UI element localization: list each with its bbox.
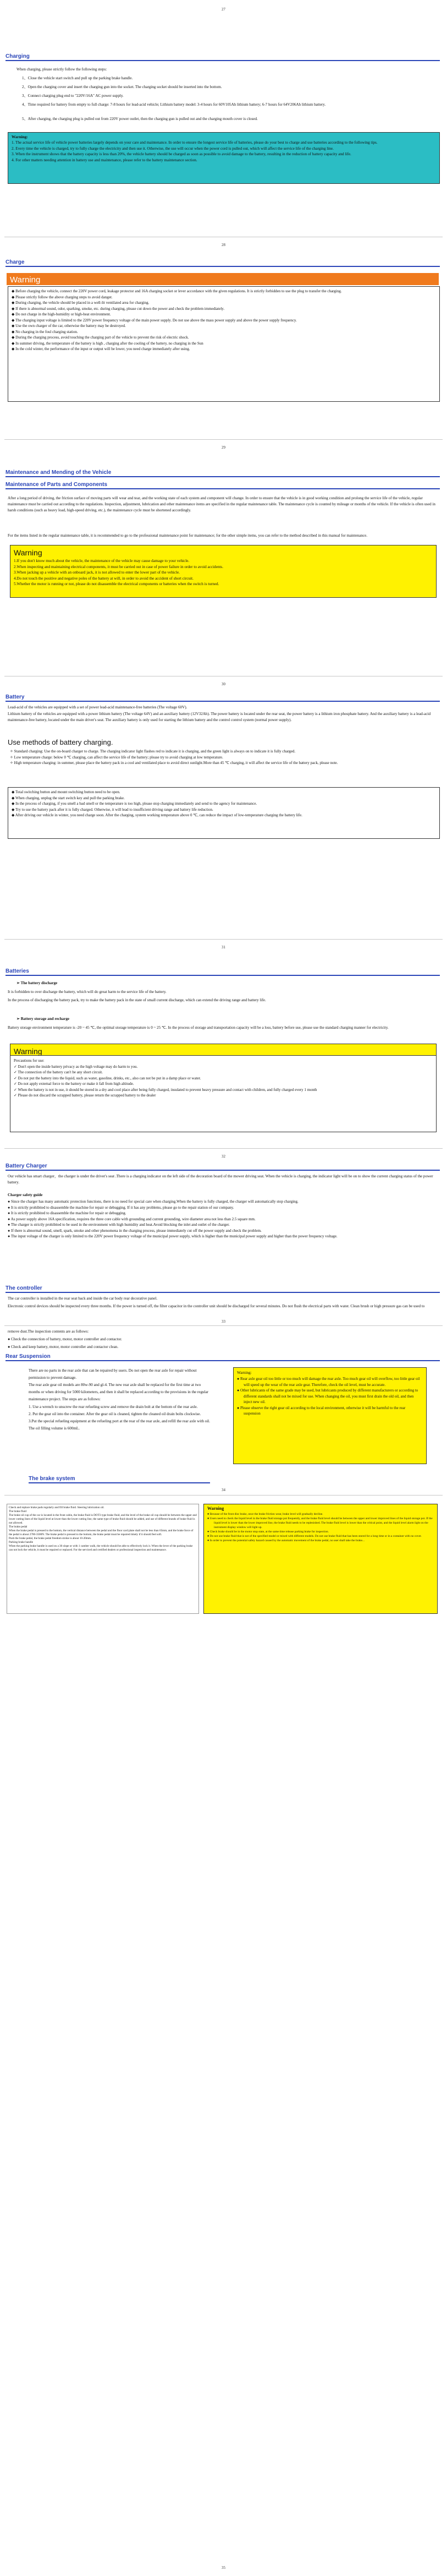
page-number: 29 bbox=[222, 445, 225, 450]
list-item: ● If there is abnormal sound, smell, spark, smoke and other phenomena in the charging process, please immediately cut off the power supply and check the problem. bbox=[8, 1228, 262, 1233]
arrow-icon: ➢ bbox=[16, 981, 21, 985]
bullet-icon: ● bbox=[207, 1512, 210, 1516]
title-underline bbox=[5, 266, 440, 267]
page-number: 32 bbox=[222, 1154, 225, 1159]
check-icon: ✓ bbox=[14, 1082, 18, 1086]
bullet-icon: ◆ bbox=[12, 801, 16, 806]
bullet-icon: ◆ bbox=[12, 289, 16, 293]
bullet-icon: ◆ bbox=[12, 301, 16, 305]
warning-title: Warning: bbox=[12, 135, 28, 139]
bullet-icon: ◆ bbox=[12, 790, 16, 794]
charging-warning-box bbox=[8, 132, 440, 184]
section-title-charger: Battery Charger bbox=[5, 1163, 47, 1169]
title-underline bbox=[5, 60, 440, 61]
section-title-rear-suspension: Rear Suspension bbox=[5, 1354, 51, 1360]
bullet-icon: ◆ bbox=[12, 306, 16, 311]
page-number: 33 bbox=[222, 1319, 225, 1324]
charging-step: 3、Connect charging plug end to "220V/16A" AC power supply. bbox=[22, 94, 124, 98]
bullet-icon: ◆ bbox=[12, 335, 16, 340]
bullet-icon: ◆ bbox=[12, 813, 15, 817]
list-item: ✧ Standard charging: Use the on-board charger to charge. The charging indicator light flashes red to indicate it is charging, and the green light is always on to indicate it is fully charged. bbox=[10, 749, 296, 754]
bullet-icon: ● bbox=[8, 1205, 11, 1210]
section-title-battery: Battery bbox=[5, 694, 25, 700]
list-item: ● Do not use brake fluid that is not of the specified model or mixed with different models. Do not use brake fluid that has been stored for a long time or in a container with no cover. bbox=[207, 1535, 422, 1538]
list-item: ● Check the connection of battery, motor, motor controller and contactor. bbox=[8, 1337, 122, 1341]
warning-line: 4.Do not touch the positive and negative poles of the battery at will, in order to avoid the accident of short circuit. bbox=[14, 576, 194, 581]
list-item: ● Other lubricants of the same grade may be used, but lubricants produced by different manufacturers or according to different standards shall not be mixed for use. When changing the oil, you must first drain the old oil, and then inject new oil. bbox=[237, 1388, 418, 1405]
list-item: ◆ Use the own charger of the car, otherwise the battery may be destroyed. bbox=[12, 324, 126, 328]
section-title-brake-system: The brake system bbox=[29, 1476, 75, 1482]
section-title-maintenance: Maintenance and Mending of the Vehicle bbox=[5, 470, 112, 476]
list-item: ✓ When the battery is not in use, it should be stored in a dry and cool place after being fully charged, insulated to prevent heavy pressure and contact with children, and fully charged every 1 month bbox=[14, 1087, 317, 1092]
charger-safety-heading: Charger safety guide bbox=[8, 1193, 43, 1197]
list-item: ● Because of the front disc brake, once the brake friction wear, brake level will gradually decline. bbox=[207, 1512, 323, 1516]
list-item: ◆ After driving our vehicle in winter, you need charge soon. After the charging, system working temperature above 0 ℃, can reduce the impact of low-temperature charging the battery life. bbox=[12, 813, 302, 817]
bullet-icon: ◆ bbox=[12, 329, 16, 334]
bullet-icon: ◆ bbox=[12, 341, 16, 346]
section-title-charge: Charge bbox=[5, 259, 25, 265]
batteries-paragraph: It is forbidden to over discharge the battery, which will do great harm to the service life of the battery. bbox=[8, 990, 167, 994]
title-underline bbox=[29, 1482, 210, 1483]
warning-title: Warning bbox=[207, 1506, 224, 1511]
brake-warning-list bbox=[207, 1512, 434, 1543]
list-item: ● It is strictly prohibited to disassemble the machine for repair or debugging. bbox=[8, 1211, 126, 1215]
bullet-icon: ◆ bbox=[12, 347, 16, 351]
warning-line: 1. The actual service life of vehicle power batteries largely depends on your care and maintenance. In order to ensure the longest service life of batteries, please do your best to charge and use batteries according to the following tips. bbox=[12, 140, 378, 145]
battery-discharge-heading: ➢ The battery discharge bbox=[16, 981, 58, 985]
page-divider bbox=[4, 1325, 443, 1326]
bullet-icon: ● bbox=[237, 1388, 240, 1393]
bullet-icon: ◆ bbox=[12, 324, 16, 328]
diamond-icon: ✧ bbox=[10, 755, 14, 760]
check-icon: ✓ bbox=[14, 1064, 18, 1069]
subsection-title-parts: Maintenance of Parts and Components bbox=[5, 482, 108, 488]
bullet-icon: ● bbox=[237, 1405, 240, 1410]
title-underline bbox=[5, 975, 440, 976]
bullet-icon: ◆ bbox=[12, 294, 16, 299]
list-item: ◆ During charging, the vehicle should be placed in a well-lit ventilated area for charging. bbox=[12, 301, 150, 305]
list-item: ● As power supply above 16A specification, requires the three core cable with grounding and current grounding, wire diameter area not less than 2.5 square mm. bbox=[8, 1216, 256, 1221]
rear-suspension-text: There are no parts in the rear axle that can be repaired by users. Do not open the rear axle for repair without permission to prevent damage. The rear axle gear oil models are 80w-90 and gl-4. The new rear axle shall be replaced for the first time at two months or when driving for 5000 kilometers, and then it shall be replaced according to the provisions in the regular maintenance project. The steps are as follows: 1. Use a wrench to unscrew the rear refueling screw and remove the drain bolt at the bottom of the rear axle. 2. Put the gear oil into the container. After the gear oil is cleaned, tighten the cleaned oil drain bolts clockwise. 3.Put the special refueling equipment at the refueling port at the rear of the rear axle, and refill the rear axle with oil. The oil filling volume is 600mL. bbox=[29, 1368, 210, 1431]
warning-line: 4. For other matters needing attention in battery use and maintenance, please refer to the battery maintenance section. bbox=[12, 157, 197, 162]
page-number: 28 bbox=[222, 243, 225, 247]
title-underline bbox=[5, 476, 440, 477]
charger-safety-list bbox=[8, 1199, 440, 1240]
bullet-icon: ● bbox=[8, 1222, 11, 1227]
batteries-paragraph: In the process of discharging the battery pack, try to make the battery pack in the state of small current discharge, which can extend the driving range and battery life. bbox=[8, 998, 266, 1002]
warning-title: Warning bbox=[14, 548, 42, 557]
title-underline bbox=[5, 1170, 440, 1171]
bullet-icon: ● bbox=[8, 1199, 11, 1204]
charging-intro: When charging, please strictly follow the following steps: bbox=[16, 67, 107, 72]
maintenance-warning-box bbox=[10, 545, 437, 598]
check-icon: ✓ bbox=[14, 1087, 18, 1092]
list-item: ◆ In summer driving, the temperature of the battery is high , charging after the cooling of the battery, no charging in the Sun bbox=[12, 341, 203, 346]
batteries-paragraph: Battery storage environment temperature is -20 ~ 45 ℃, the optimal storage temperature is 0 ~ 25 ℃. In the process of storage and transportation capacity will be a loss, battery before use, please use the standard charging manner for electricity. bbox=[8, 1025, 389, 1030]
list-item: ◆ Total switching button and mount switching button need to be open. bbox=[12, 790, 120, 794]
charging-step: 2、Open the charging cover and insert the charging gun into the socket. The charging socket should be inserted into the bottom. bbox=[22, 85, 222, 89]
list-item: ● Since the charger has many automatic protection functions, there is no need for special care when charging.When the battery is fully charged, the charger will automatically stop charging. bbox=[8, 1199, 299, 1204]
charge-bullet-list bbox=[8, 286, 440, 402]
bullet-icon: ◆ bbox=[12, 312, 16, 316]
bullet-icon: ◆ bbox=[12, 795, 16, 800]
list-item: ✓ Please do not discard the scrapped battery, please return the scrapped battery to the dealer bbox=[14, 1093, 156, 1098]
list-item: ● Rear axle gear oil too little or too much will damage the rear axle. Too much gear oil will overflow, too little gear oil will speed up the wear of the rear axle gear. Therefore, check the oil level, must be accurate. bbox=[237, 1377, 420, 1387]
page-divider bbox=[4, 1495, 443, 1496]
brake-text-column: Check and replace brake pads regularly and fill brake fluid. Steering lubrication oil. The brake fluid The brake oil cup of the car is located in the front cabin, the brake fluid is DOT3 type brake fluid, and the level of the brake oil cup should be between the upper and lower cutting lines of the liquid level at lower than the lower cutting line, the same type of brake fluid should be added, and use of different brands of brake fluid is not allowed. The brake pedal When the brake pedal is pressed to the bottom, the vertical distance between the pedal and the floor card plate shall not be less than 65mm, and the brake force of the pedal is about 2700-3500N. The brake pedal is pressed to the bottom, the brake pedal must be repaired timely if it should feel soft. Push the brake pedal, the brake pedal freedom stroke is about 10-20mm. Parking brake handle When the parking brake handle is used on a 30 slope or with 1 camber walk, the vehicle should be able to effectively lock it. When the lever of the parking brake can not lock the vehicle, it must be repaired or replaced. For the serviced and certified dealers or professional inspection and maintenance. bbox=[7, 1504, 199, 1614]
warning-line: 3. When the instrument shows that the battery capacity is less than 20%, the vehicle battery should be charged as soon as possible to avoid damage to the battery, resulting in the reduction of battery capacity and life. bbox=[12, 152, 351, 157]
list-item: ✓ Do not put the battery into the liquid, such as water, gasoline, drinks, etc., also can not be put in a damp place or water. bbox=[14, 1076, 201, 1080]
warning-line: 2. Every time the vehicle is charged, try to fully charge the electricity and then use it. Otherwise, the use will occur when the power cord is pulled out, which will affect the service life of the charging line. bbox=[12, 146, 334, 151]
bullet-icon: ● bbox=[207, 1539, 210, 1543]
battery-methods-heading: Use methods of battery charging. bbox=[8, 738, 113, 746]
bullet-icon: ● bbox=[207, 1535, 210, 1538]
charge-warning-banner: Warning bbox=[7, 273, 439, 285]
title-underline bbox=[5, 1292, 440, 1293]
arrow-icon: ➢ bbox=[16, 1017, 21, 1021]
bullet-icon: ● bbox=[8, 1211, 11, 1215]
bullet-icon: ● bbox=[8, 1345, 12, 1349]
list-item: ◆ No charging in the foul charging station. bbox=[12, 329, 78, 334]
title-underline bbox=[5, 488, 440, 489]
section-title-controller: The controller bbox=[5, 1285, 42, 1291]
bullet-icon: ● bbox=[207, 1516, 210, 1520]
section-title-batteries: Batteries bbox=[5, 968, 29, 974]
batteries-precautions-box bbox=[10, 1055, 437, 1132]
list-item: ✓ Don't open the inside battery privacy as the high voltage may do harm to you. bbox=[14, 1064, 138, 1069]
charger-paragraph: Our vehicle has smart charger，the charger is under the driver's seat .There is a charging indicator on the left side of the decoration board of the mower driving seat. When the vehicle is charging, the indicator light will be on to show the current charging status of the power battery. bbox=[8, 1174, 433, 1185]
page-divider bbox=[4, 439, 443, 440]
section-title-charging: Charging bbox=[5, 53, 30, 59]
check-icon: ✓ bbox=[14, 1070, 18, 1074]
charging-step: 4、Time required for battery from empty to full charge: 7-8 hours for lead-acid vehicle; Lithium battery model: 3-4 hours for 60V105Ah lithium battery; 6-7 hours for 64V206Ah lithium battery. bbox=[22, 102, 326, 107]
page-number: 31 bbox=[222, 945, 225, 949]
maintenance-paragraph: For the items listed in the regular maintenance table, it is recommended to go to the professional maintenance point for maintenance; for the other simple items, you can refer to the method described in this manual for maintenance. bbox=[8, 533, 367, 538]
batteries-warning-header bbox=[10, 1044, 437, 1056]
charging-step: 1、Close the vehicle start switch and pull up the parking brake handle. bbox=[22, 76, 133, 80]
check-icon: ✓ bbox=[14, 1093, 18, 1098]
warning-line: 3.When jacking up a vehicle with an onboard jack, it is not allowed to enter the lower part of the vehicle. bbox=[14, 570, 180, 575]
warning-line: 5.Whether the motor is running or not, please do not disassemble the electrical components or batteries when the switch is turned. bbox=[14, 582, 219, 587]
rear-warning-list bbox=[237, 1376, 423, 1417]
list-item: ● Please observe the right gear oil according to the local environment, otherwise it will be harmful to the rear suspension bbox=[237, 1405, 406, 1416]
list-item: ● The charger is strictly prohibited to be used in the environment with high humidity and heat.Avoid blocking the inlet and outlet of the charger. bbox=[8, 1222, 230, 1227]
bullet-icon: ● bbox=[237, 1377, 240, 1382]
list-item: ✧ Low temperature charge: below 0 ℃ charging, can affect the service life of the battery; please try to avoid charging at low temperature. bbox=[10, 755, 223, 760]
check-icon: ✓ bbox=[14, 1076, 18, 1080]
list-item: ◆ Please strictly follow the above charging steps to avoid danger. bbox=[12, 294, 113, 299]
list-item: ◆ Before charging the vehicle, connect the 220V power cord, leakage protector and 16A charging socket or lever accordance with the given regulations. It is strictly forbidden to use the plug to transfer the charging. bbox=[12, 289, 342, 293]
list-item: ◆ If there is abnormal sound, odor, sparking, smoke, etc. during charging, please cut down the power and check the problem immediately. bbox=[12, 306, 225, 311]
diamond-icon: ✧ bbox=[10, 761, 14, 765]
list-item: ◆ During the charging process, avoid touching the charging part of the vehicle to prevent the risk of electric shock. bbox=[12, 335, 189, 340]
bullet-icon: ◆ bbox=[12, 318, 16, 323]
title-underline bbox=[5, 701, 440, 702]
page-number: 34 bbox=[222, 1488, 225, 1492]
list-item: ◆ In the process of charging, if you smell a bad smell or the temperature is too high, please stop charging immediately and send to the agency for maintenance. bbox=[12, 801, 257, 806]
list-item: ◆ When charging, unplug the start switch key and pull the parking brake. bbox=[12, 795, 125, 800]
bullet-icon: ● bbox=[8, 1216, 11, 1221]
list-item: ● Users need to check the liquid level in the brake fluid storage pot frequently, and the brake fluid level should be between the upper and lower improved lines of the liquid storage pot. If the liquid level is lower than the lower improved line, the brake fluid needs to be replenished. The brake fluid level is lower than the critical point, and the liquid level alarm light on the instrument display window will light up. bbox=[207, 1516, 433, 1530]
list-item: ◆ In the cold winter, the performance of the input or output will be lower, you need charge immediately after using. bbox=[12, 347, 190, 351]
warning-line: 2.When inspecting and maintaining electrical components, it must be carried out in case of power failure in order to avoid accidents. bbox=[14, 564, 224, 569]
list-item: ● The input voltage of the charger is only limited to the 220V power frequency voltage of the municipal power supply, which is higher than the municipal power supply and higher than the power frequency voltage. bbox=[8, 1234, 338, 1238]
charging-step: 5、After charging, the charging plug is pulled out from 220V power outlet, then the charging gun is pulled out and the charging mouth cover is closed. bbox=[22, 117, 258, 121]
battery-paragraph: Lead-acid of the vehicles are equipped with a set of power lead-acid maintenance-free batteries (The voltage 60V). bbox=[8, 705, 187, 710]
warning-title: Warning: bbox=[237, 1371, 252, 1375]
brake-warning-box bbox=[203, 1504, 438, 1614]
page-number: 30 bbox=[222, 682, 225, 686]
bullet-icon: ● bbox=[8, 1228, 11, 1233]
battery-methods-list bbox=[10, 749, 440, 766]
page-number: 35 bbox=[222, 2566, 225, 2570]
bullet-icon: ● bbox=[207, 1530, 210, 1534]
list-item: ● Check and keep battery, motor, motor controller and contactor clean. bbox=[8, 1345, 119, 1349]
warning-title: Warning bbox=[14, 1047, 42, 1056]
bullet-icon: ◆ bbox=[12, 807, 16, 812]
list-item: ◆ Do not charge in the high-humidity or high-heat environment. bbox=[12, 312, 111, 316]
page-divider bbox=[4, 939, 443, 940]
list-item: ● In order to prevent the potential safety hazard caused by the automatic movement of the brake pedal, no user shall take the brake... bbox=[207, 1539, 365, 1543]
battery-storage-heading: ➢ Battery storage and recharge bbox=[16, 1017, 70, 1021]
list-item: ✧ High temperature charging: in summer, please place the battery pack in a cool and ventilated place to avoid direct sunlight.More than 45 ℃ charging, it will affect the service life of the battery pack, please note. bbox=[10, 761, 338, 765]
list-item: ✓ Do not apply external force to the battery or make it fall from high altitude. bbox=[14, 1082, 134, 1086]
rear-warning-box bbox=[233, 1367, 427, 1464]
controller-paragraph: Electronic control devices should be inspected every three months. If the power is turned off, the filter capacitor in the controller unit should be discharged for several minutes. Do not flush the electrical parts with water. Clean brush or high pressure gas can be used to bbox=[8, 1304, 425, 1308]
diamond-icon: ✧ bbox=[10, 749, 14, 754]
battery-paragraph: Lithium battery of the vehicles are equipped with a power lithium battery (The voltage 64V) and an auxiliary battery (12V32Ah). The power battery is located under the rear seat, the power battery is a lithium iron phosphate battery. And the auxiliary battery is a lead-acid maintenance-free battery, located under the main driver's seat. The auxiliary battery is only used for starting the lithium battery and the control control system (normal power supply). bbox=[8, 712, 431, 722]
list-item: ● It is strictly prohibited to disassemble the machine for repair or debugging. If it has any problems, please go to the repair station of our company. bbox=[8, 1205, 234, 1210]
maintenance-paragraph: After a long period of driving, the friction surface of moving parts will wear and tear, and the working state of each system and component will change. In order to ensure that the vehicle is in good working condition and prolong the service life of the vehicle, regular maintenance must be carried out according to the regulations. Inspection, adjustment, lubrication and other maintenance items are specified in the regular maintenance table. The maintenance cycle is counted by mileage or months of the vehicle. If the vehicle is often used in harsh conditions (such as heavy load, high-speed driving, etc.), the maintenance cycle must be shortened accordingly. bbox=[8, 496, 435, 512]
controller-paragraph: The car controller is installed in the rear seat back and inside the car body rear decorative panel. bbox=[8, 1296, 158, 1301]
warning-line: 1.If you don't know much about the vehicle, the maintenance of the vehicle may cause damage to your vehicle. bbox=[14, 559, 190, 564]
battery-notes-box bbox=[8, 787, 440, 839]
title-underline bbox=[5, 1360, 440, 1361]
inspection-contents: remove dust.The inspection contents are as follows: bbox=[8, 1329, 89, 1334]
page-divider bbox=[4, 1148, 443, 1149]
list-item: ◆ Try to use the battery pack after it is fully charged. Otherwise, it will lead to insufficient driving range and battery life reduction. bbox=[12, 807, 213, 812]
bullet-icon: ● bbox=[8, 1337, 12, 1341]
bullet-icon: ● bbox=[8, 1234, 11, 1238]
list-item: ● Check brake should be in the motor stop state, at the same time release parking brake for inspection. bbox=[207, 1530, 329, 1534]
list-item: ◆ The charging input voltage is limited to the 220V power frequency voltage of the main power supply. Do not use above the mass power supply and above the power supply frequency. bbox=[12, 318, 297, 323]
page-number: 27 bbox=[222, 7, 225, 12]
list-item: ✓ The connection of the battery can't be any short circuit. bbox=[14, 1070, 103, 1074]
precautions-label: Precautions for use: bbox=[14, 1058, 45, 1063]
